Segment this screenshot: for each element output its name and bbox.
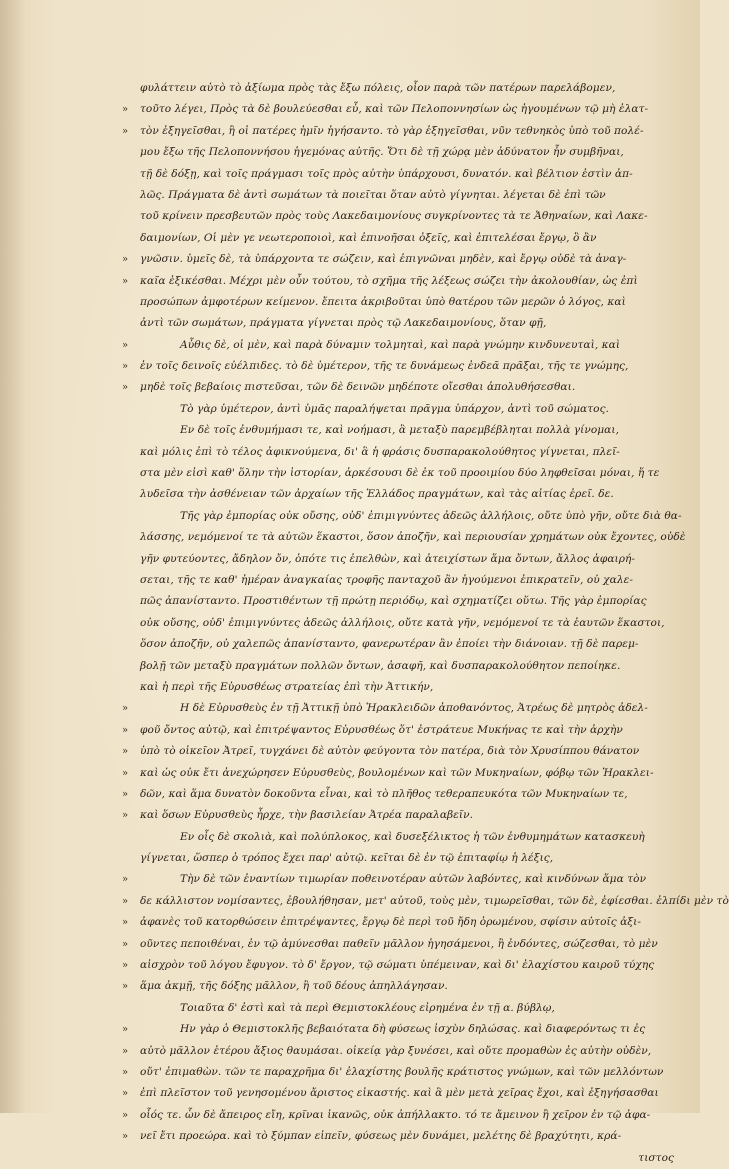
line-text: λυδεῖσα τὴν ἀσθένειαν τῶν ἀρχαίων τῆς Ἑλλάδος πραγμάτων, καὶ τὰς αἰτίας ἐρεῖ. δε. (140, 488, 614, 501)
quotation-mark: » (122, 938, 129, 950)
text-line (140, 292, 682, 313)
spine-shadow (0, 0, 26, 1113)
text-line (140, 591, 682, 612)
text-line (122, 720, 682, 741)
text-line (140, 463, 682, 484)
line-text: τοῦ κρίνειν πρεσβευτῶν πρὸς τοὺς Λακεδαιμονίους συγκρίνοντες τὰ τε Ἀθηναίων, καὶ Λακε- (140, 210, 648, 223)
line-text: Τῆς γὰρ ἐμπορίας οὐκ οὔσης, οὐδ' ἐπιμιγνύντες ἀδεῶς ἀλλήλοις, οὔτε ὑπὸ γῆν, οὔτε διὰ θα- (180, 509, 682, 522)
line-text: ἐπὶ πλεῖστον τοῦ γενησομένου ἄριστος εἰκαστής. καὶ ἃ μὲν μετὰ χεῖρας ἔχοι, καὶ ἐξηγήσασθαι (140, 1087, 659, 1100)
line-text: αὐτὸ μᾶλλον ἑτέρου ἄξιος θαυμάσαι. οἰκείᾳ γὰρ ξυνέσει, καὶ οὔτε προμαθὼν ἐς αὐτὴν οὐδὲν, (140, 1044, 652, 1057)
line-text: δαιμονίων, Οἱ μὲν γε νεωτεροποιοὶ, καὶ ἐπινοῆσαι ὀξεῖς, καὶ ἐπιτελέσαι ἔργῳ, ὃ ἂν (140, 231, 597, 244)
text-line (122, 121, 682, 142)
line-text: νεῖ ἔτι προεώρα. καὶ τὸ ξύμπαν εἰπεῖν, φύσεως μὲν δυνάμει, μελέτης δὲ βραχύτητι, κρά- (140, 1130, 622, 1143)
text-line (140, 634, 682, 655)
line-text: τῇ δὲ δόξῃ, καὶ τοῖς πράγμασι τοῖς πρὸς αὐτὴν ὑπάρχουσι, δυνατόν. καὶ βέλτιον ἐστὶν ἀπ- (140, 167, 633, 180)
text-line (122, 912, 682, 933)
text-line (122, 698, 682, 719)
quotation-mark: » (122, 917, 129, 929)
quotation-mark: » (122, 788, 129, 800)
line-text: καὶ ὅσων Εὐρυσθεὺς ἦρχε, τὴν βασιλείαν Ἀτρέα παραλαβεῖν. (140, 809, 474, 822)
line-text: προσώπων ἀμφοτέρων κείμενον. ἔπειτα ἀκριβοῦται ὑπὸ θατέρου τῶν μερῶν ὁ λόγος, καὶ (140, 295, 626, 308)
text-line (122, 271, 682, 292)
text-line (122, 1019, 682, 1040)
line-text: γίγνεται, ὥσπερ ὁ τρόπος ἔχει παρ' αὐτῷ. κεῖται δὲ ἐν τῷ ἐπιταφίῳ ἡ λέξις, (140, 852, 554, 865)
text-line (122, 1041, 682, 1062)
line-text: οῦντες πεποιθέναι, ἐν τῷ ἀμύνεσθαι παθεῖν μᾶλλον ἡγησάμενοι, ἢ ἐνδόντες, σώζεσθαι, τὸ μὲν (140, 937, 658, 950)
text-line (122, 955, 682, 976)
line-text: πῶς ἀπανίσταντο. Προστιθέντων τῇ πρώτῃ περιόδῳ, καὶ σχηματίζει οὕτω. Τῆς γὰρ ἐμπορίας (140, 595, 647, 608)
quotation-mark: » (122, 1088, 129, 1100)
text-line (140, 677, 682, 698)
line-text: δῶν, καὶ ἅμα δυνατὸν δοκοῦντα εἶναι, καὶ τὸ πλῆθος τεθεραπευκότα τῶν Μυκηναίων τε, (140, 787, 628, 800)
text-line (140, 420, 682, 441)
text-line (122, 934, 682, 955)
line-text: οὔτ' ἐπιμαθὼν. τῶν τε παραχρῆμα δι' ἐλαχίστης βουλῆς κράτιστος γνώμων, καὶ τῶν μελλόντων (140, 1065, 664, 1078)
text-line (140, 78, 682, 99)
quotation-mark: » (122, 125, 129, 137)
text-line (140, 827, 682, 848)
quotation-mark: » (122, 339, 129, 351)
line-text: καὶ ἡ περὶ τῆς Εὐρυσθέως στρατείας ἐπὶ τὴν Ἀττικήν, (140, 680, 434, 693)
text-line (122, 805, 682, 826)
text-line (140, 228, 682, 249)
quotation-mark: » (122, 895, 129, 907)
line-text: Η δὲ Εὐρυσθεὺς ἐν τῇ Ἀττικῇ ὑπὸ Ἡρακλειδῶν ἀποθανόντος, Ἀτρέως δὲ μητρὸς ἀδελ- (180, 702, 648, 715)
line-text: τὸν ἐξηγεῖσθαι, ἢ οἱ πατέρες ἡμῖν ἡγήσαντο. τὸ γὰρ ἐξηγεῖσθαι, νῦν τεθνηκὸς ὑπὸ τοῦ πολέ- (140, 124, 644, 137)
quotation-mark: » (122, 724, 129, 736)
text-line (140, 613, 682, 634)
line-text: Ην γὰρ ὁ Θεμιστοκλῆς βεβαιότατα δὴ φύσεως ἰσχὺν δηλώσας. καὶ διαφερόντως τι ἐς (180, 1023, 646, 1036)
quotation-mark: » (122, 746, 129, 758)
text-line (140, 484, 682, 505)
text-line (140, 848, 682, 869)
text-block (122, 78, 729, 1169)
line-text: Αὖθις δὲ, οἱ μὲν, καὶ παρὰ δύναμιν τολμηταὶ, καὶ παρὰ γνώμην κινδυνευταὶ, καὶ (180, 338, 621, 351)
line-text: τοῦτο λέγει, Πρὸς τὰ δὲ βουλεύεσθαι εὖ, καὶ τῶν Πελοποννησίων ὡς ἡγουμένων τῷ μὴ ἐλατ- (140, 103, 649, 116)
text-line (122, 1126, 682, 1147)
text-line (140, 206, 682, 227)
line-text: Εν οἷς δὲ σκολιὰ, καὶ πολύπλοκος, καὶ δυσεξέλικτος ἡ τῶν ἐνθυμημάτων κατασκευὴ (180, 830, 645, 843)
quotation-mark: » (122, 382, 129, 394)
text-line (122, 763, 682, 784)
line-text: ὅσον ἀποζῆν, οὐ χαλεπῶς ἀπανίσταντο, φανερωτέραν ἂν ἐποίει τὴν διάνοιαν. τῇ δὲ παρεμ- (140, 638, 639, 651)
text-line (122, 1083, 682, 1104)
text-line (140, 656, 682, 677)
line-text: αἰσχρὸν τοῦ λόγου ἔφυγον. τὸ δ' ἔργον, τῷ σώματι ὑπέμειναν, καὶ δι' ἐλαχίστου καιροῦ τύχης (140, 959, 655, 972)
line-text: φυλάττειν αὐτὸ τὸ ἀξίωμα πρὸς τὰς ἔξω πόλεις, οἷον παρὰ τῶν πατέρων παρελάβομεν, (140, 82, 616, 94)
text-line (122, 1105, 682, 1126)
line-text: Τὸ γὰρ ὑμέτερον, ἀντὶ ὑμᾶς παραλήψεται πρᾶγμα ὑπάρχον, ἀντὶ τοῦ σώματος. (180, 402, 609, 415)
quotation-mark: » (122, 361, 129, 373)
quotation-mark: » (122, 104, 129, 116)
line-text: καῖα ἐξικέσθαι. Μέχρι μὲν οὖν τούτου, τὸ σχῆμα τῆς λέξεως σώζει τὴν ἀκολουθίαν, ὡς ἐπὶ (140, 274, 638, 287)
text-line (140, 1148, 682, 1169)
line-text: τιστος (638, 1151, 674, 1164)
line-text: ἀντὶ τῶν σωμάτων, πράγματα γίγνεται πρὸς τῷ Λακεδαιμονίους, ὅταν φῇ, (140, 317, 547, 330)
line-text: φοῦ ὄντος αὐτῷ, καὶ ἐπιτρέψαντος Εὐρυσθέως ὅτ' ἐστράτευε Μυκήνας τε καὶ τὴν ἀρχὴν (140, 723, 623, 736)
quotation-mark: » (122, 1131, 129, 1143)
line-text: Τοιαῦτα δ' ἐστὶ καὶ τὰ περὶ Θεμιστοκλέους εἰρημένα ἐν τῇ α. βύβλῳ, (180, 1001, 555, 1014)
text-line (122, 976, 682, 997)
quotation-mark: » (122, 1109, 129, 1121)
line-text: ἐν τοῖς δεινοῖς εὐέλπιδες. τὸ δὲ ὑμέτερον, τῆς τε δυνάμεως ἐνδεᾶ πρᾶξαι, τῆς τε γνώμης, (140, 360, 629, 373)
text-line (140, 527, 686, 548)
quotation-mark: » (122, 874, 129, 886)
text-line (140, 142, 682, 163)
text-line (140, 399, 682, 420)
line-text: σεται, τῆς τε καθ' ἡμέραν ἀναγκαίας τροφῆς πανταχοῦ ἂν ἡγούμενοι ἐπικρατεῖν, οὐ χαλε- (140, 573, 633, 586)
text-line (122, 249, 682, 270)
line-text: μου ἔξω τῆς Πελοποννήσου ἡγεμόνας αὐτῆς. Ὅτι δὲ τῇ χώρᾳ μὲν ἀδύνατον ἦν συμβῆναι, (140, 146, 624, 159)
line-text: καὶ ὡς οὐκ ἔτι ἀνεχώρησεν Εὐρυσθεὺς, βουλομένων καὶ τῶν Μυκηναίων, φόβῳ τῶν Ἡρακλει- (140, 766, 654, 779)
text-line (140, 313, 682, 334)
text-line (122, 891, 729, 912)
text-line (140, 164, 682, 185)
text-line (140, 185, 682, 206)
line-text: μηδὲ τοῖς βεβαίοις πιστεῦσαι, τῶν δὲ δεινῶν μηδέποτε οἴεσθαι ἀπολυθήσεσθαι. (140, 381, 576, 394)
text-line (140, 506, 682, 527)
text-line (140, 442, 682, 463)
quotation-mark: » (122, 960, 129, 972)
text-line (122, 741, 682, 762)
text-line (122, 335, 682, 356)
text-line (122, 869, 682, 890)
line-text: ἅμα ἀκμῇ, τῆς δόξης μᾶλλον, ἢ τοῦ δέους ἀπηλλάγησαν. (140, 980, 448, 993)
quotation-mark: » (122, 1024, 129, 1036)
line-text: οἷός τε. ὧν δὲ ἄπειρος εἴη, κρῖναι ἱκανῶς, οὐκ ἀπήλλακτο. τό τε ἄμεινον ἢ χεῖρον ἐν τῷ ἀφα- (140, 1108, 651, 1121)
line-text: στα μὲν εἰσὶ καθ' ὅλην τὴν ἱστορίαν, ἀρκέσουσι δὲ ἐκ τοῦ προοιμίου δύο ληφθεῖσαι μόναι, ἥ τε (140, 467, 660, 480)
text-line (122, 1062, 682, 1083)
text-line (140, 570, 682, 591)
text-line (122, 784, 682, 805)
text-line (122, 356, 682, 377)
line-text: ἀφανὲς τοῦ κατορθώσειν ἐπιτρέψαντες, ἔργῳ δὲ περὶ τοῦ ἤδη ὁρωμένου, σφίσιν αὐτοῖς ἀξι- (140, 916, 642, 929)
line-text: γνῶσιν. ὑμεῖς δὲ, τὰ ὑπάρχοντα τε σώζειν, καὶ ἐπιγνῶναι μηδὲν, καὶ ἔργῳ οὐδὲ τὰ ἀναγ- (140, 253, 627, 266)
line-text: λάσσης, νεμόμενοί τε τὰ αὐτῶν ἕκαστοι, ὅσον ἀποζῆν, καὶ περιουσίαν χρημάτων οὐκ ἔχοντες, οὐδὲ (140, 531, 686, 544)
line-text: Τὴν δὲ τῶν ἐναντίων τιμωρίαν ποθεινοτέραν αὐτῶν λαβόντες, καὶ κινδύνων ἅμα τὸν (180, 873, 647, 886)
quotation-mark: » (122, 275, 129, 287)
quotation-mark: » (122, 981, 129, 993)
line-text: ὑπὸ τὸ οἰκεῖον Ἀτρεῖ, τυγχάνει δὲ αὐτὸν φεύγοντα τὸν πατέρα, διὰ τὸν Χρυσίππου θάνατον (140, 745, 640, 758)
quotation-mark: » (122, 1066, 129, 1078)
text-line (140, 549, 682, 570)
line-text: οὐκ οὔσης, οὐδ' ἐπιμιγνύντες ἀδεῶς ἀλλήλοις, οὔτε κατὰ γῆν, νεμόμενοί τε τὰ ἑαυτῶν ἕκαστοι, (140, 616, 665, 629)
line-text: Εν δὲ τοῖς ἐνθυμήμασι τε, καὶ νοήμασι, ἃ μεταξὺ παρεμβέβληται πολλὰ γίνομαι, (180, 424, 620, 437)
quotation-mark: » (122, 810, 129, 822)
line-text: γῆν φυτεύοντες, ἄδηλον ὄν, ὁπότε τις ἐπελθὼν, καὶ ἀτειχίστων ἅμα ὄντων, ἄλλος ἀφαιρή- (140, 552, 636, 565)
text-line (122, 99, 682, 120)
line-text: καὶ μόλις ἐπὶ τὸ τέλος ἀφικνούμενα, δι' ἃ ἡ φράσις δυσπαρακολούθητος γίγνεται, πλεῖ- (140, 445, 620, 458)
line-text: βολῇ τῶν μεταξὺ πραγμάτων πολλῶν ὄντων, ἀσαφῆ, καὶ δυσπαρακολούθητον πεποίηκε. (140, 659, 621, 672)
text-line (122, 377, 682, 398)
text-line (140, 998, 682, 1019)
quotation-mark: » (122, 767, 129, 779)
quotation-mark: » (122, 254, 129, 266)
quotation-mark: » (122, 1045, 129, 1057)
line-text: δε κάλλιστον νομίσαντες, ἐβουλήθησαν, μετ' αὐτοῦ, τοὺς μὲν, τιμωρεῖσθαι, τῶν δὲ, ἐφίεσθαι. ἐλπίδι μὲν τὸ (140, 894, 729, 907)
quotation-mark: » (122, 703, 129, 715)
line-text: λῶς. Πράγματα δὲ ἀντὶ σωμάτων τὰ ποιεῖται ὅταν αὐτὸ γίγνηται. λέγεται δὲ ἐπὶ τῶν (140, 188, 606, 201)
